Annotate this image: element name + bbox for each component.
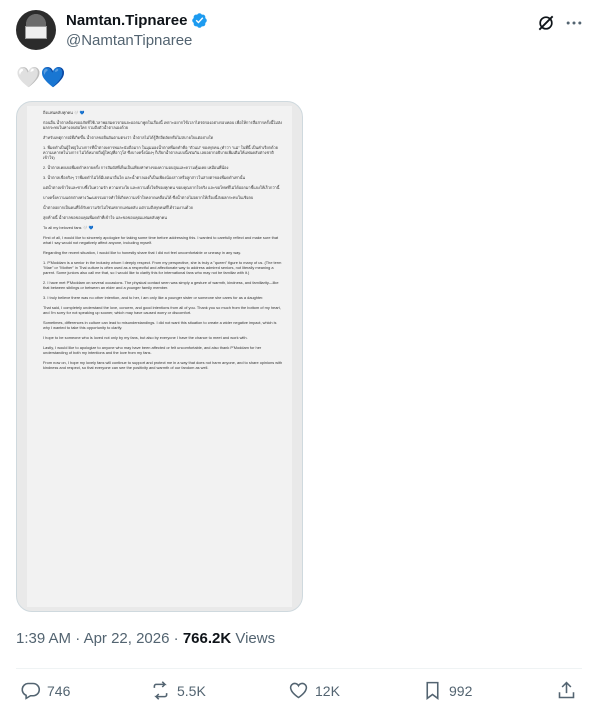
bookmark-button[interactable] <box>422 680 472 701</box>
doc-paragraph: To all my beloved fans 🤍 💙 <box>43 225 94 230</box>
like-count: 12K <box>315 682 340 699</box>
doc-paragraph: 1. พี่มดดำเป็นผู้ใหญ่ในวงการที่น้ำตาลเคารพและนับถือมาก ในมุมมองน้ำตาลพี่มดดำคือ "ตัวแม่" ของทุกคน (คำว่า "แม่" ในที่นี้ เป็นคำเรียกด้วยความเคารพในวงการ ไม่ได้หมายถึงผู้ใหญ่ที่อาวุโส ซึ่งบางครั้งน้องๆ ก็เรียกน้ำตาลแบบนี้เช่นกัน เลยอยากอธิบายเพิ่มเติมให้แฟนคลับต่างชาติเข้าใจ) <box>43 145 278 160</box>
share-icon <box>556 680 577 701</box>
avatar-sign-shape <box>25 26 47 39</box>
bookmark-count: 992 <box>449 682 473 699</box>
reply-count: 746 <box>47 682 71 699</box>
repost-icon <box>150 680 171 701</box>
repost-button[interactable] <box>150 680 206 701</box>
doc-paragraph: แต่น้ำตาลเข้าใจและซาบซึ้งในความรัก ความห่วงใย และความตั้งใจดีของทุกคน ขอบคุณจากใจจริง และขอโทษที่ไม่ได้ออกมาชี้แจงให้เร็วกว่านี้ <box>43 185 280 190</box>
doc-paragraph: ถึงแฟนคลับทุกคน 🤍 💙 <box>43 110 85 115</box>
tweet-text <box>16 67 66 89</box>
doc-paragraph: Sometimes, differences in culture can lead to misunderstandings. I did not want this situation to create a wider negative impact, which is why I wanted to take this opportunity to clarify. <box>43 320 277 330</box>
repost-count: 5.5K <box>177 682 206 699</box>
verified-badge-icon <box>191 12 208 29</box>
doc-paragraph: From now on, I hope my lovely fans will continue to support and protect me in a way that does not harm anyone, and to share opinions with kindness and respect, so that everyone can see the positivity and warmth of our fandom as well. <box>43 360 283 370</box>
doc-paragraph: 3. น้ำตาลเชื่อจริงๆ ว่าพี่มดดำไม่ได้มีเจตนาอื่นใด และน้ำตาลเองก็เป็นเพียงน้องสาวหรือลูกสาวในสายตาของพี่มดดำเท่านั้น <box>43 175 246 180</box>
doc-paragraph: First of all, I would like to sincerely apologize for taking some time before addressing this. I wanted to carefully reflect and make sure that what I say would not negatively affect anyone, including myself. <box>43 235 279 245</box>
meta-separator-2: · <box>169 630 183 647</box>
doc-paragraph: น้ำตาลอยากเป็นคนที่ได้รับความรักไม่ใช่แค่จากแฟนคลับ แต่รวมถึงทุกคนที่ได้ร่วมงานด้วย <box>43 205 193 210</box>
like-button[interactable] <box>288 680 340 701</box>
doc-paragraph: 2. น้ำตาลเคยเจอพี่มดดำหลายครั้ง การสัมผัสที่เห็นเป็นเพียงท่าทางของความอบอุ่นและความคุ้นเคย เหมือนพี่น้อง <box>43 165 229 170</box>
doc-paragraph: 1. P'Moddam is a senior in the industry whom I deeply respect. From my perspective, she is truly a "queen" figure to many of us. (The term "Mae" or "Mother" in Thai culture is often used as a respectful and affectionate way to address admired seniors, not literally meaning a parent. Some juniors also call me that, so I would like to clarify this for international fans who may not be familiar with it.) <box>43 260 282 275</box>
doc-paragraph: Lastly, I would like to apologize to anyone who may have been affected or felt uncomfortable, and also thank P'Moddam for her understanding of both my intentions and the love from my fans. <box>43 345 262 355</box>
tweet-time[interactable]: 1:39 AM <box>16 630 72 647</box>
bookmark-icon <box>422 680 443 701</box>
meta-separator: · <box>71 630 84 647</box>
doc-paragraph: สำหรับเหตุการณ์ที่เกิดขึ้น น้ำตาลขอยืนยันตามตรงว่า น้ำตาลไม่ได้รู้สึกอึดอัดหรือไม่สบายใจแต่อย่างใด <box>43 135 214 140</box>
display-name[interactable]: Namtan.Tipnaree <box>66 12 188 29</box>
doc-paragraph: สุดท้ายนี้ น้ำตาลขอขอบคุณพี่มดดำที่เข้าใจ และขอขอบคุณแฟนคลับทุกคน <box>43 215 167 220</box>
handle[interactable]: @NamtanTipnaree <box>66 32 193 49</box>
name-row <box>66 12 208 29</box>
views-label: Views <box>231 630 276 647</box>
avatar[interactable] <box>16 10 56 50</box>
doc-paragraph: 2. I have met P'Moddam on several occasions. The physical contact seen was simply a gesture of warmth, kindness, and familiarity—like that between siblings or between an elder and a younger family member. <box>43 280 279 290</box>
grok-icon[interactable] <box>536 13 556 33</box>
views-count: 766.2K <box>182 630 232 647</box>
tweet-date[interactable]: Apr 22, 2026 <box>83 630 170 647</box>
doc-paragraph: 3. I truly believe there was no other intention, and to her, I am only like a younger sister or someone she cares for as a daughter. <box>43 295 264 300</box>
reply-button[interactable] <box>20 680 70 701</box>
action-bar <box>16 680 582 706</box>
tweet-image[interactable] <box>16 101 303 612</box>
tweet-meta <box>16 630 275 647</box>
statement-document <box>27 106 292 607</box>
doc-paragraph: That said, I completely understand the love, concern, and good intentions from all of you. Thank you so much from the bottom of my heart, and I'm sorry for not speaking up sooner, which may have caused worry or discomfort. <box>43 305 281 315</box>
divider <box>16 668 582 669</box>
reply-icon <box>20 680 41 701</box>
share-button[interactable] <box>556 680 577 701</box>
heart-icon <box>288 680 309 701</box>
doc-paragraph: บางครั้งความแตกต่างทางวัฒนธรรมอาจทำให้เกิดความเข้าใจคลาดเคลื่อนได้ ซึ่งน้ำตาลไม่อยากให้เรื่องนี้ส่งผลกระทบในเชิงลบ <box>43 195 254 200</box>
doc-paragraph: I hope to be someone who is loved not only by my fans, but also by everyone I have the chance to meet and work with. <box>43 335 248 340</box>
tweet-header <box>16 10 582 58</box>
white-heart-emoji: 🤍 <box>16 67 41 89</box>
doc-paragraph: Regarding the recent situation, I would like to honestly share that I did not feel uncomfortable or uneasy in any way. <box>43 250 242 255</box>
doc-paragraph: ก่อนอื่น น้ำตาลต้องขออภัยที่ใช้เวลาพอสมควรก่อนจะออกมาพูดในเรื่องนี้ เพราะอยากใช้เวลาไตร่ตรองอย่างรอบคอบ เพื่อให้การสื่อสารครั้งนี้ไม่ส่งผลกระทบในทางลบต่อใคร รวมถึงตัวน้ำตาลเองด้วย <box>43 120 283 130</box>
blue-heart-emoji: 💙 <box>40 67 66 89</box>
more-icon[interactable] <box>564 13 584 33</box>
